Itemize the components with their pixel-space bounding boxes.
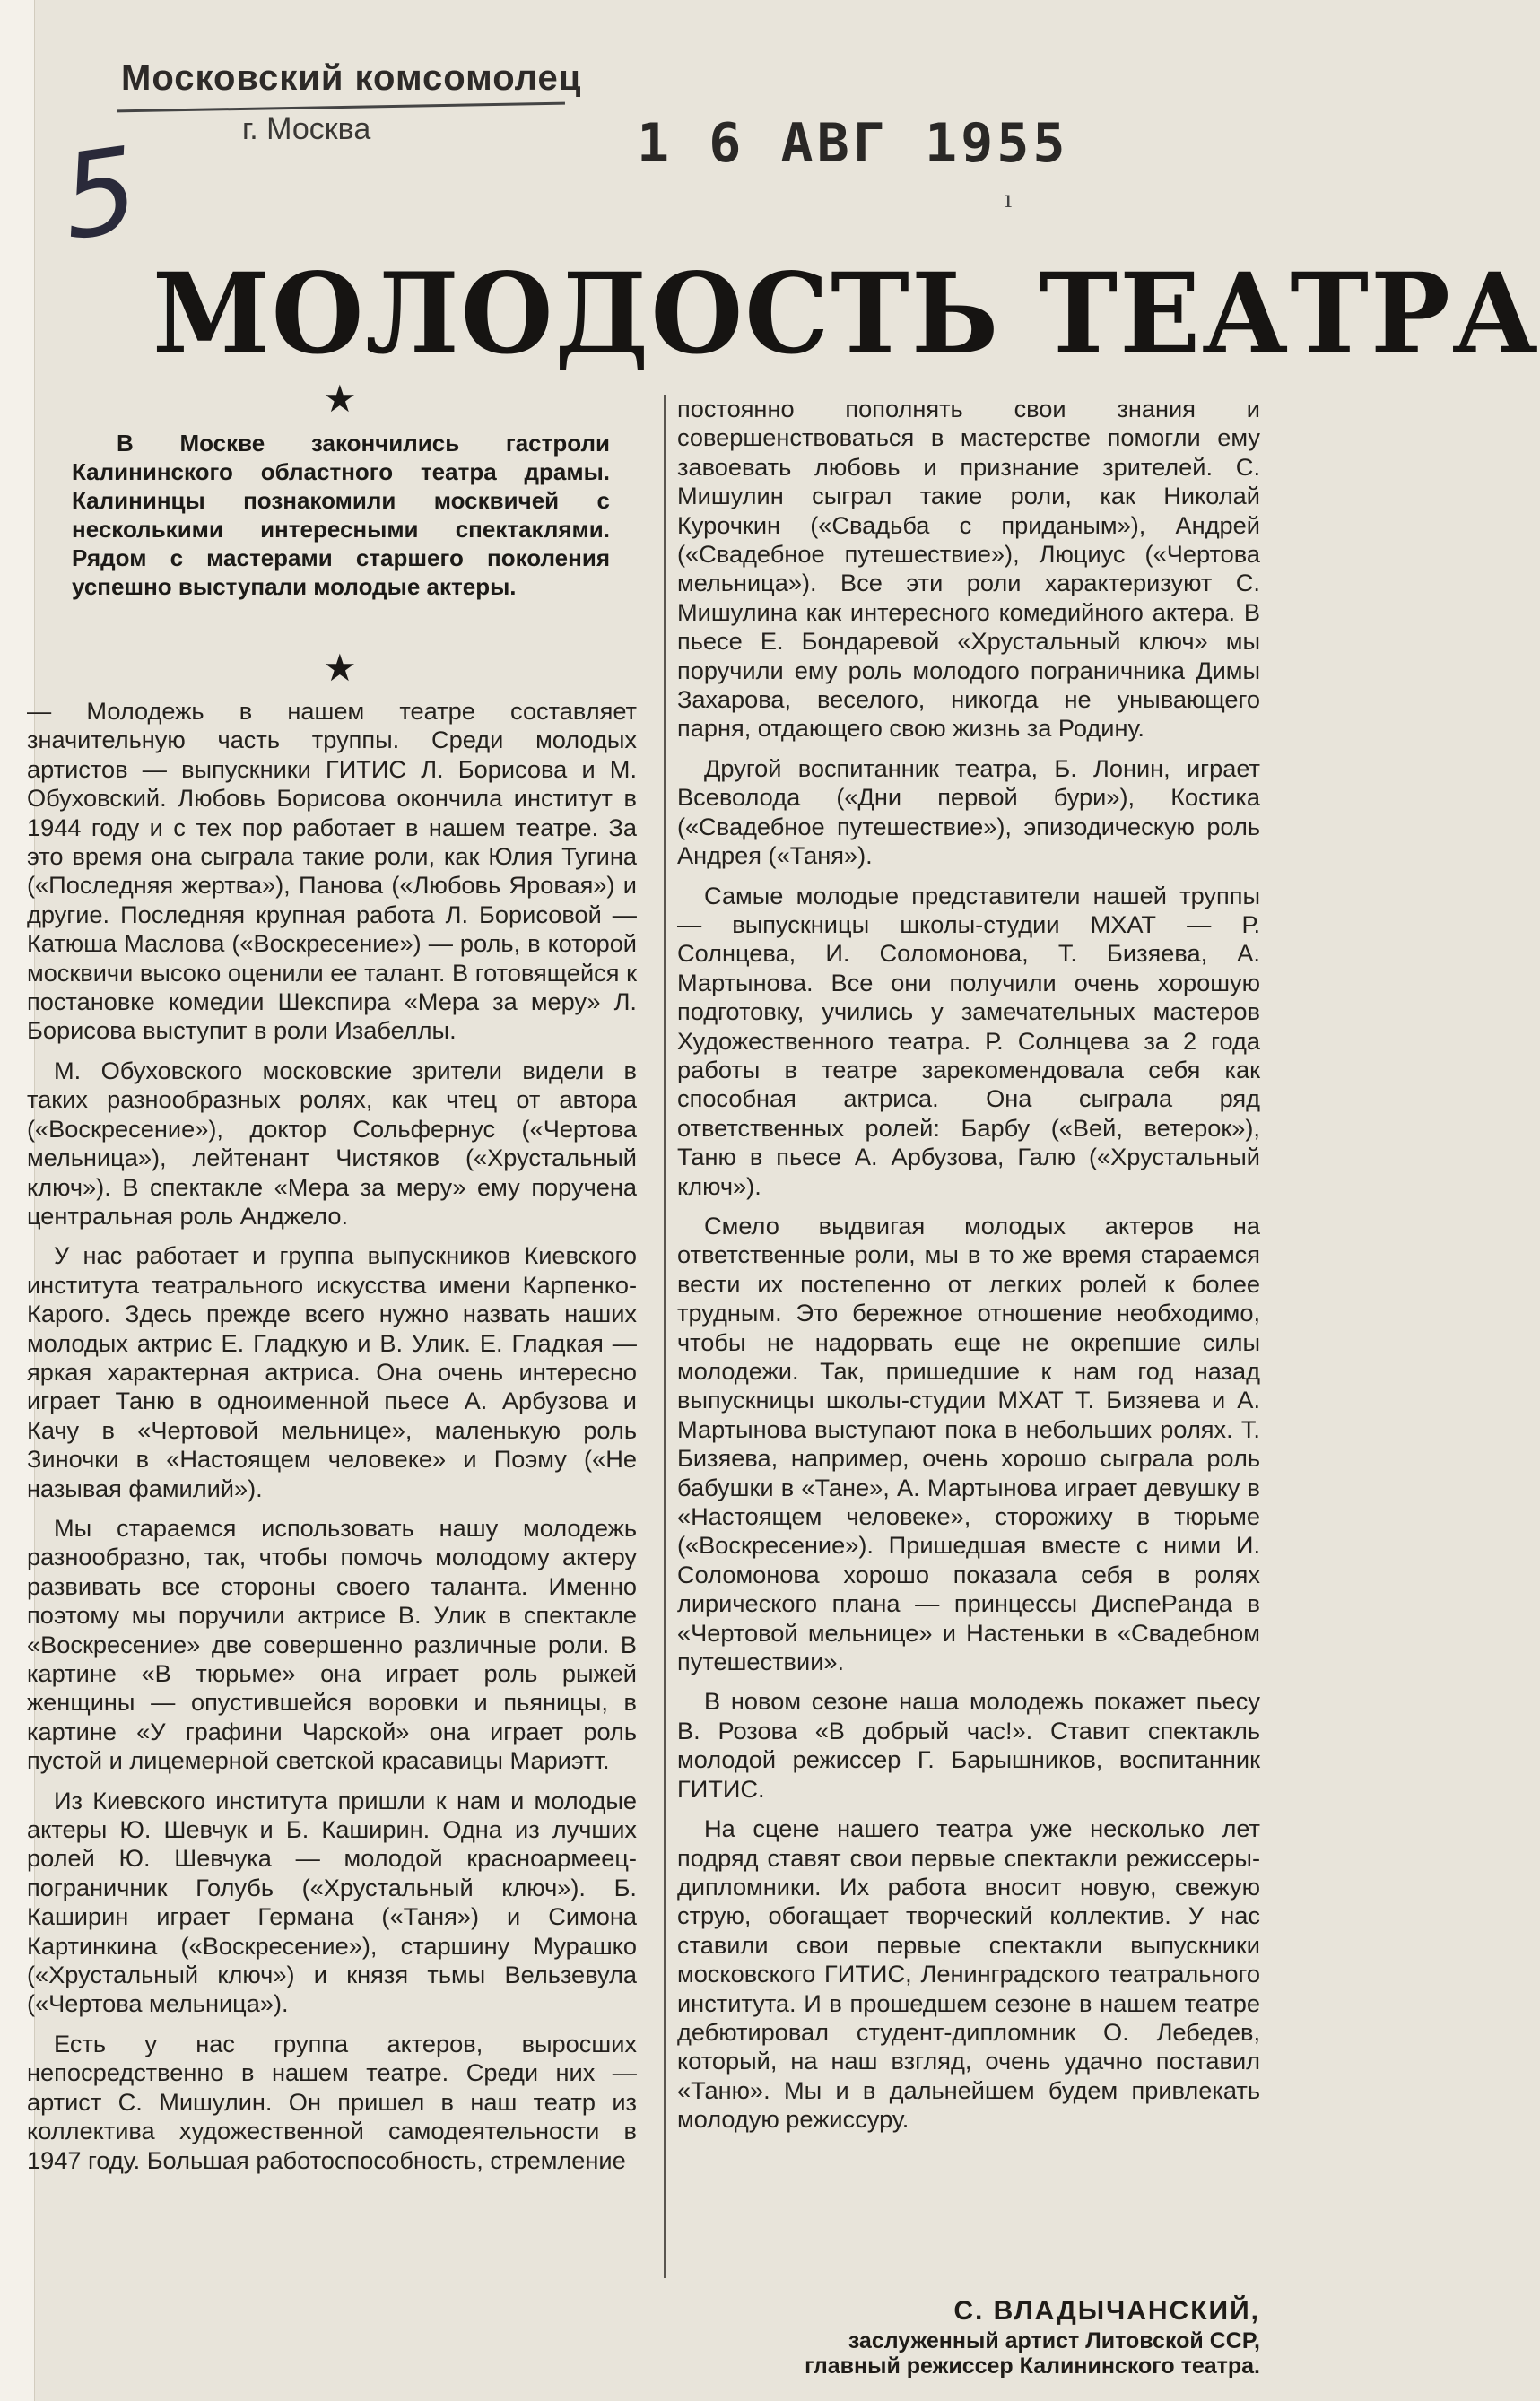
right-column [677,395,1260,2145]
author-title-1: заслуженный артист Литовской ССР, [848,2328,1260,2353]
ink-mark: ı [1005,184,1013,213]
star-icon: ★ [323,377,357,421]
city-label: г. Москва [242,112,371,146]
article-lead: В Москве закончились гастроли Калининского областного театра драмы. Калининцы познакомили москвичей с несколькими интересными спектаклями. Рядом с мастерами старшего поколения успешно выступали молодые актеры. [72,430,610,600]
left-column [27,697,637,2186]
author-name: С. ВЛАДЫЧАНСКИЙ, [953,2296,1260,2326]
star-icon: ★ [323,646,357,690]
paragraph: Есть у нас группа актеров, выросших непосредственно в нашем театре. Среди них — артист С. Мишулин. Он пришел в наш театр из коллектива художественной самодеятельности в 1947 году. Большая работоспособность, стремление [27,2029,637,2174]
paragraph: Самые молодые представители нашей труппы — выпускницы школы-студии МХАТ — Р. Солнцева, И. Соломонова, Т. Бизяева, А. Мартынова. Все они получили очень хорошую подготовку, учились у замечательных мастеров Художественного театра. Р. Солнцева за 2 года работы в театре зарекомендовала себя как способная актриса. Она сыграла ряд ответственных ролей: Барбу («Вей, ветерок»), Таню в пьесе А. Арбузова, Галю («Хрустальный ключ»). [677,881,1260,1200]
paragraph: М. Обуховского московские зрители видели в таких разнообразных ролях, как чтец от автора («Воскресение»), доктор Сольфернус («Чертова мельница»), лейтенант Чистяков («Хрустальный ключ»). В спектакле «Мера за меру» ему поручена центральная роль Анджело. [27,1056,637,1230]
newspaper-name: Московский комсомолец [121,58,582,98]
author-title-2: главный режиссер Калининского театра. [805,2353,1260,2379]
paragraph: Смело выдвигая молодых актеров на ответственные роли, мы в то же время стараемся вести их постепенно от легких ролей к более трудным. Это бережное отношение необходимо, чтобы не надорвать еще не окрепшие силы молодежи. Так, пришедшие к нам год назад выпускницы школы-студии МХАТ Т. Бизяева и А. Мартынова выступают пока в небольших ролях. Т. Бизяева, например, очень хорошо сыграла роль бабушки в «Тане», А. Мартынова играет девушку в «Настоящем человеке», сторожиху в тюрьме («Воскресение»). Пришедшая вместе с ними И. Соломонова хорошо показала себя в ролях лирического плана — принцессы ДиспеPанда в «Чертовой мельнице» и Настеньки в «Свадебном путешествии». [677,1211,1260,1676]
signature-block [677,2296,1260,2379]
paragraph: На сцене нашего театра уже несколько лет подряд ставят свои первые спектакли режиссеры-дипломники. Их работа вносит новую, свежую струю, обогащает творческий коллектив. У нас ставили свои первые спектакли выпускники московского ГИТИС, Ленинградского театрального института. И в прошедшем сезоне в нашем театре дебютировал студент-дипломник О. Лебедев, который, на наш взгляд, очень удачно поставил «Таню». Мы и в дальнейшем будем привлекать молодую режиссуру. [677,1814,1260,2134]
paragraph: В новом сезоне наша молодежь покажет пьесу В. Розова «В добрый час!». Ставит спектакль молодой режиссер Г. Барышников, воспитанник ГИТИС. [677,1687,1260,1803]
paragraph: У нас работает и группа выпускников Киевского института театрального искусства имени Карпенко-Карого. Здесь прежде всего нужно назвать наших молодых актрис Е. Гладкую и В. Улик. Е. Гладкая — яркая характерная актриса. Она очень интересно играет Таню в одноименной пьесе А. Арбузова и Качу в «Чертовой мельнице», маленькую роль Зиночки в «Настоящем человеке» и Поэму («Не называя фамилий»). [27,1241,637,1502]
paragraph: — Молодежь в нашем театре составляет значительную часть труппы. Среди молодых артистов — выпускники ГИТИС Л. Борисова и М. Обуховский. Любовь Борисова окончила институт в 1944 году и с тех пор работает в нашем театре. За это время она сыграла такие роли, как Юлия Тугина («Последняя жертва»), Панова («Любовь Яровая») и другие. Последняя крупная работа Л. Борисовой — Катюша Маслова («Воскресение») — роль, в которой москвичи высоко оценили ее талант. В готовящейся к постановке комедии Шекспира «Мера за меру» Л. Борисова выступит в роли Изабеллы. [27,697,637,1045]
handwritten-number: 5 [53,120,146,267]
paragraph: постоянно пополнять свои знания и совершенствоваться в мастерстве помогли ему завоевать любовь и признание зрителей. С. Мишулин сыграл такие роли, как Николай Курочкин («Свадьба с приданым»), Андрей («Свадебное путешествие»), Люциус («Чертова мельница»). Все эти роли характеризуют С. Мишулина как интересного комедийного актера. В пьесе Е. Бондаревой «Хрустальный ключ» мы поручили ему роль молодого пограничника Димы Захарова, веселого, никогда не унывающего парня, отдающего свою жизнь за Родину. [677,395,1260,743]
article-headline: МОЛОДОСТЬ ТЕАТРА [152,248,1540,379]
column-divider [664,395,666,2278]
paragraph: Из Киевского института пришли к нам и молодые актеры Ю. Шевчук и Б. Каширин. Одна из лучших ролей Ю. Шевчука — молодой красноармеец-пограничник Голубь («Хрустальный ключ»). Б. Каширин играет Германа («Таня») и Симона Картинкина («Воскресение»), старшину Мурашко («Хрустальный ключ») и князя тьмы Вельзевула («Чертова мельница»). [27,1786,637,2018]
paragraph: Мы стараемся использовать нашу молодежь разнообразно, так, чтобы помочь молодому актеру развивать все стороны своего таланта. Именно поэтому мы поручили актрисе В. Улик в спектакле «Воскресение» две совершенно различные роли. В картине «В тюрьме» она играет роль рыжей женщины — опустившейся воровки и пьяницы, в картине «У графини Чарской» она играет роль пустой и лицемерной светской красавицы Мариэтт. [27,1513,637,1775]
date-stamp: 1 6 АВГ 1955 [637,112,1069,175]
newspaper-underline [117,102,565,113]
paragraph: Другой воспитанник театра, Б. Лонин, играет Всеволода («Дни первой бури»), Костика («Свадебное путешествие»), эпизодическую роль Андрея («Таня»). [677,753,1260,870]
